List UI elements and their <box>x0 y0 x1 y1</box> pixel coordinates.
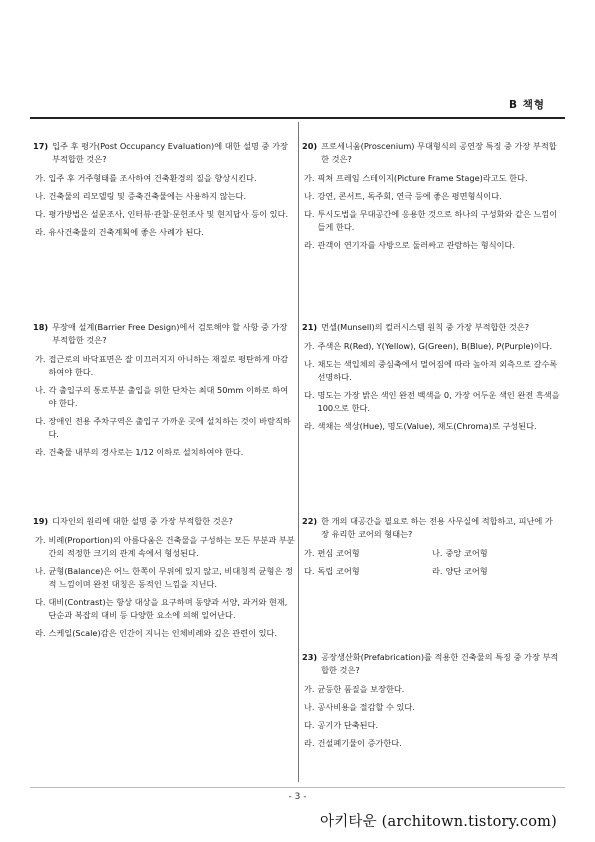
header-rule <box>30 117 565 119</box>
option-label: 다. <box>304 720 315 730</box>
option-label: 나. <box>304 359 315 369</box>
option-text: 균등한 품질을 보장한다. <box>317 684 405 694</box>
question-23 <box>302 651 560 755</box>
question-text: 공장생산화(Prefabrication)를 적용한 건축물의 특징 중 가장 부적합한 것은? <box>321 652 559 675</box>
option-text: 건설폐기물이 증가한다. <box>317 738 402 748</box>
option <box>33 384 295 410</box>
option <box>33 534 295 560</box>
option-text: 건축물의 리모델링 및 증축건축물에는 사용하지 않는다. <box>48 191 247 201</box>
option-text: 중앙 코어형 <box>445 548 488 558</box>
option-label: 나. <box>432 548 443 558</box>
question-number: 21) <box>302 322 318 332</box>
option-label: 나. <box>304 191 315 201</box>
option-text: 각 출입구의 통로부분 출입을 위한 단차는 최대 50mm 이하로 하여야 한다. <box>48 385 289 408</box>
option <box>302 389 560 415</box>
option <box>33 415 295 441</box>
option-grid <box>302 547 560 578</box>
page-number: - 3 - <box>288 792 307 802</box>
option <box>432 547 560 560</box>
option-label: 라. <box>304 421 315 431</box>
option-label: 가. <box>304 341 315 351</box>
question-text: 무장애 설계(Barrier Free Design)에서 검토해야 할 사항 중 가장 부적합한 것은? <box>52 322 288 345</box>
option <box>302 737 560 750</box>
option-text: 픽쳐 프레임 스테이지(Picture Frame Stage)라고도 한다. <box>317 173 528 183</box>
option <box>302 340 560 353</box>
option-label: 가. <box>304 684 315 694</box>
question-20 <box>302 140 560 257</box>
option <box>302 719 560 732</box>
option-text: 색채는 색상(Hue), 명도(Value), 채도(Chroma)로 구성된다. <box>317 421 537 431</box>
question-17 <box>33 140 295 244</box>
option-label: 라. <box>35 227 46 237</box>
option <box>302 683 560 696</box>
question-number: 19) <box>33 516 49 526</box>
option-text: 명도는 가장 밝은 색인 완전 백색을 0, 가장 어두운 색인 완전 흑색을 100으로 한다. <box>317 390 560 413</box>
option-text: 유사건축물의 건축계획에 좋은 사례가 된다. <box>48 227 204 237</box>
option <box>304 565 432 578</box>
option <box>33 190 295 203</box>
option-text: 주색은 R(Red), Y(Yellow), G(Green), B(Blue), P(Purple)이다. <box>317 341 553 351</box>
option <box>33 596 295 622</box>
question-text: 한 개의 대공간을 필요로 하는 전용 사무실에 적합하고, 피난에 가장 유리한 코어의 형태는? <box>321 516 553 539</box>
question-19 <box>33 515 295 645</box>
option-label: 가. <box>35 354 46 364</box>
option <box>33 627 295 640</box>
option-label: 라. <box>304 240 315 250</box>
option-label: 다. <box>35 209 46 219</box>
option <box>302 190 560 203</box>
option-label: 다. <box>35 597 46 607</box>
question-text: 입주 후 평가(Post Occupancy Evaluation)에 대한 설명 중 가장 부적합한 것은? <box>52 141 288 164</box>
option <box>302 358 560 384</box>
option <box>33 172 295 185</box>
option-label: 가. <box>304 173 315 183</box>
option-label: 라. <box>35 447 46 457</box>
option-label: 라. <box>304 738 315 748</box>
question-number: 18) <box>33 322 49 332</box>
option-label: 가. <box>304 548 315 558</box>
exam-type-label: B 책형 <box>509 99 545 111</box>
option <box>304 547 432 560</box>
option-text: 비례(Proportion)의 아름다움은 건축물을 구성하는 모든 부분과 부분간의 적정한 크기의 관계 속에서 형성된다. <box>48 535 295 558</box>
option-label: 다. <box>304 390 315 400</box>
option-label: 나. <box>35 385 46 395</box>
option-label: 나. <box>35 566 46 576</box>
column-divider <box>298 122 299 782</box>
option <box>33 565 295 591</box>
option-text: 장애인 전용 주차구역은 출입구 가까운 곳에 설치하는 것이 바람직하다. <box>48 416 291 439</box>
option <box>33 208 295 221</box>
option-label: 나. <box>35 191 46 201</box>
option-text: 독립 코어형 <box>317 566 360 576</box>
option-label: 다. <box>304 566 315 576</box>
option-text: 건축물 내부의 경사로는 1/12 이하로 설치하여야 한다. <box>48 447 244 457</box>
option-text: 입주 후 거주형태를 조사하여 건축환경의 질을 향상시킨다. <box>48 173 257 183</box>
question-21 <box>302 321 560 438</box>
option-text: 스케일(Scale)감은 인간이 지니는 인체비례와 깊은 관련이 있다. <box>48 628 278 638</box>
option <box>302 701 560 714</box>
option-label: 가. <box>35 173 46 183</box>
question-number: 17) <box>33 141 49 151</box>
option <box>302 208 560 234</box>
option-label: 다. <box>304 209 315 219</box>
option <box>33 446 295 459</box>
option-label: 라. <box>35 628 46 638</box>
option-text: 관객이 연기자를 사방으로 둘러싸고 관람하는 형식이다. <box>317 240 516 250</box>
option-text: 양단 코어형 <box>445 566 488 576</box>
question-number: 20) <box>302 141 318 151</box>
question-22 <box>302 515 560 578</box>
question-text: 먼셀(Munsell)의 컬러시스템 원칙 중 가장 부적합한 것은? <box>321 322 530 332</box>
option <box>302 172 560 185</box>
option-text: 투시도법을 무대공간에 응용한 것으로 하나의 구성화와 같은 느낌이 들게 한다. <box>317 209 558 232</box>
footer-rule <box>30 787 565 788</box>
option-text: 편심 코어형 <box>317 548 360 558</box>
option-label: 다. <box>35 416 46 426</box>
question-text: 프로세니움(Proscenium) 무대형식의 공연장 특징 중 가장 부적합한 것은? <box>321 141 557 164</box>
option <box>432 565 560 578</box>
option-text: 대비(Contrast)는 항상 대상을 요구하며 동양과 서양, 과거와 현재, 단순과 복잡의 대비 등 다양한 요소에 의해 일어난다. <box>48 597 288 620</box>
option-label: 가. <box>35 535 46 545</box>
option <box>302 420 560 433</box>
question-number: 22) <box>302 516 318 526</box>
option-text: 공기가 단축된다. <box>317 720 379 730</box>
watermark: 아키타운 (architown.tistory.com) <box>319 814 557 830</box>
option-label: 라. <box>432 566 443 576</box>
option-text: 평가방법은 설문조사, 인터뷰·관찰·문헌조사 및 현지답사 등이 있다. <box>48 209 289 219</box>
option-text: 접근로의 바닥표면은 잘 미끄러지지 아니하는 재질로 평탄하게 마감하여야 한다. <box>48 354 289 377</box>
option-text: 균형(Balance)은 어느 한쪽이 무위에 있지 않고, 비대칭적 균형은 정적 느낌이며 완전 대칭은 동적인 느낌을 지닌다. <box>48 566 293 589</box>
question-text: 디자인의 원리에 대한 설명 중 가장 부적합한 것은? <box>52 516 233 526</box>
option-label: 나. <box>304 702 315 712</box>
question-number: 23) <box>302 652 318 662</box>
option <box>302 239 560 252</box>
option-text: 공사비용을 절감할 수 있다. <box>317 702 415 712</box>
option <box>33 353 295 379</box>
question-18 <box>33 321 295 464</box>
option-text: 채도는 색입체의 중심축에서 멀어짐에 따라 높아져 외측으로 갈수록 선명하다. <box>317 359 558 382</box>
option <box>33 226 295 239</box>
option-text: 강연, 콘서트, 독주회, 연극 등에 좋은 평면형식이다. <box>317 191 502 201</box>
